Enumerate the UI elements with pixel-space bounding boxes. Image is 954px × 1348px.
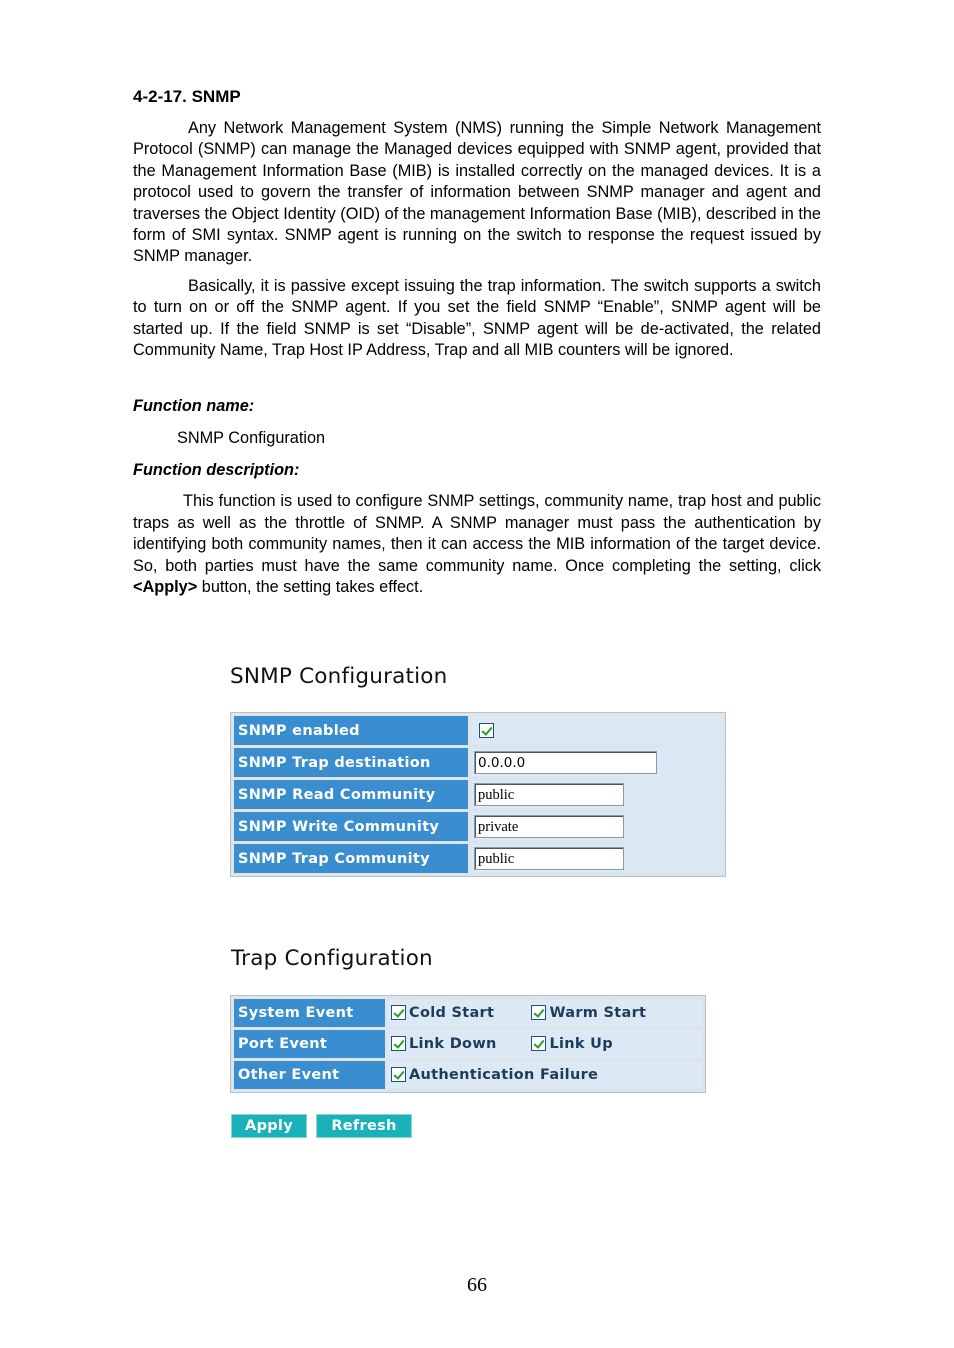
trap-config-title: Trap Configuration xyxy=(231,946,433,971)
description-apply-bold: <Apply> xyxy=(133,578,198,597)
link-down-checkbox[interactable] xyxy=(391,1036,406,1051)
cold-start-label: Cold Start xyxy=(409,1004,495,1021)
table-row xyxy=(234,844,722,873)
snmp-trap-destination-cell xyxy=(471,748,722,777)
refresh-button[interactable]: Refresh xyxy=(316,1114,412,1138)
page-number: 66 xyxy=(467,1274,487,1296)
description-text-end: button, the setting takes effect. xyxy=(197,578,424,597)
intro-paragraph-1: Any Network Management System (NMS) running the Simple Network Management Protocol (SNMP) can manage the Managed devices equipped with SNMP agent, provided that the Management Information Base (MIB) is installed correctly on the managed devices. It is a protocol used to govern the transfer of information between SNMP manager and agent and traverses the Object Identity (OID) of the management Information Base (MIB), described in the form of SMI syntax. SNMP agent is running on the switch to response the request issued by SNMP manager. xyxy=(133,119,821,266)
port-event-label: Port Event xyxy=(234,1030,385,1058)
table-row xyxy=(234,999,702,1027)
authentication-failure-label: Authentication Failure xyxy=(409,1066,599,1083)
function-description-label: Function description: xyxy=(133,461,300,480)
link-up-label: Link Up xyxy=(549,1035,613,1052)
snmp-config-title: SNMP Configuration xyxy=(230,664,448,689)
function-name: SNMP Configuration xyxy=(177,429,326,448)
trap-config-table xyxy=(230,995,706,1093)
snmp-trap-community-cell xyxy=(471,844,722,873)
intro-paragraph-2: Basically, it is passive except issuing the trap information. The switch supports a switch to turn on or off the SNMP agent. If you set the field SNMP “Enable”, SNMP agent will be started up. If the field SNMP is set “Disable”, SNMP agent will be de-activated, the related Community Name, Trap Host IP Address, Trap and all MIB counters will be ignored. xyxy=(133,276,821,360)
snmp-trap-community-label: SNMP Trap Community xyxy=(234,844,468,873)
apply-button[interactable]: Apply xyxy=(231,1114,307,1138)
snmp-read-community-cell xyxy=(471,780,722,809)
table-row xyxy=(234,1061,702,1089)
snmp-config-table xyxy=(230,712,726,877)
document-body xyxy=(133,86,821,607)
table-row xyxy=(234,748,722,777)
snmp-enabled-label: SNMP enabled xyxy=(234,716,468,745)
snmp-enabled-checkbox[interactable] xyxy=(479,723,494,738)
snmp-enabled-cell xyxy=(471,716,722,745)
snmp-write-community-label: SNMP Write Community xyxy=(234,812,468,841)
snmp-trap-destination-label: SNMP Trap destination xyxy=(234,748,468,777)
snmp-read-community-label: SNMP Read Community xyxy=(234,780,468,809)
function-name-label: Function name: xyxy=(133,397,255,416)
port-event-cell xyxy=(388,1030,702,1058)
table-row xyxy=(234,1030,702,1058)
system-event-cell xyxy=(388,999,702,1027)
system-event-label: System Event xyxy=(234,999,385,1027)
snmp-trap-community-input[interactable]: public xyxy=(474,847,624,870)
warm-start-label: Warm Start xyxy=(549,1004,647,1021)
other-event-label: Other Event xyxy=(234,1061,385,1089)
other-event-cell xyxy=(388,1061,702,1089)
table-row xyxy=(234,716,722,745)
snmp-write-community-cell xyxy=(471,812,722,841)
snmp-trap-destination-input[interactable]: 0.0.0.0 xyxy=(474,751,657,774)
link-down-label: Link Down xyxy=(409,1035,497,1052)
snmp-read-community-input[interactable]: public xyxy=(474,783,624,806)
function-description xyxy=(133,491,821,598)
section-heading: 4-2-17. SNMP xyxy=(133,87,241,106)
snmp-write-community-input[interactable]: private xyxy=(474,815,624,838)
description-text-start: This function is used to configure SNMP settings, community name, trap host and public traps as well as the throttle of SNMP. A SNMP manager must pass the authentication by identifying both community names, then it can access the MIB information of the target device. So, both parties must have the same community name. Once completing the setting, click xyxy=(133,492,821,575)
table-row xyxy=(234,812,722,841)
authentication-failure-checkbox[interactable] xyxy=(391,1067,406,1082)
warm-start-checkbox[interactable] xyxy=(531,1005,546,1020)
link-up-checkbox[interactable] xyxy=(531,1036,546,1051)
cold-start-checkbox[interactable] xyxy=(391,1005,406,1020)
table-row xyxy=(234,780,722,809)
